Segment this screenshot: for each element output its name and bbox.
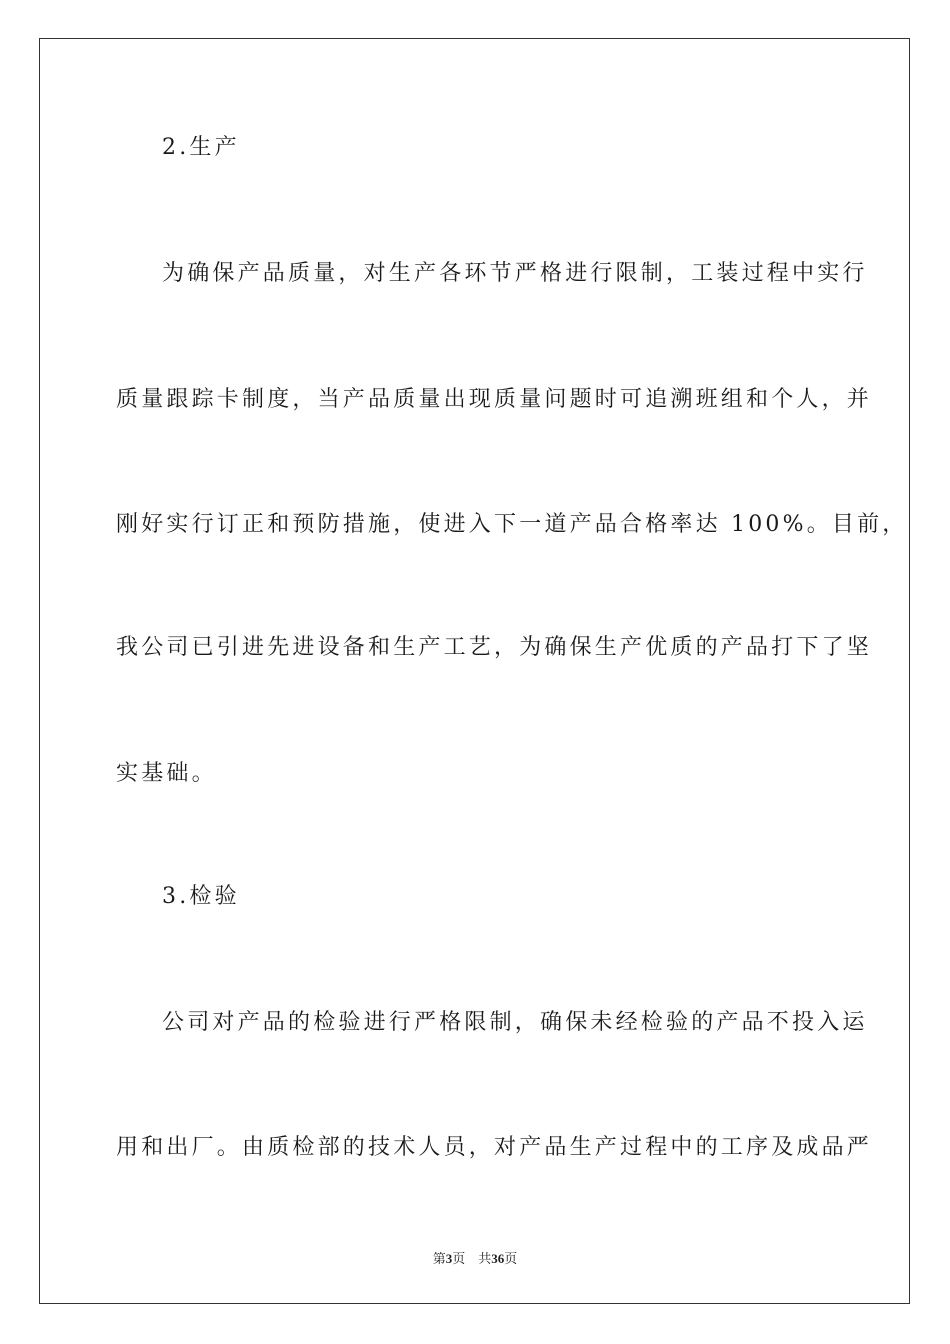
paragraph-line: 公司对产品的检验进行严格限制，确保未经检验的产品不投入运 [162,1010,868,1035]
page-footer [0,1248,950,1267]
paragraph-line: 质量跟踪卡制度，当产品质量出现质量问题时可追溯班组和个人，并 [116,387,873,412]
section-heading-production: 2.生产 [162,135,240,160]
section-heading-inspection: 3.检验 [162,884,240,909]
paragraph-line: 用和出厂。由质检部的技术人员，对产品生产过程中的工序及成品严 [116,1135,873,1160]
paragraph-line: 实基础。 [116,761,217,786]
total-prefix: 共 [478,1251,492,1266]
page-frame [39,38,910,1304]
paragraph-line: 刚好实行订正和预防措施，使进入下一道产品合格率达 100%。目前， [116,512,908,537]
page-number: 3 [445,1251,453,1266]
page-suffix: 页 [452,1251,466,1266]
paragraph-line: 我公司已引进先进设备和生产工艺，为确保生产优质的产品打下了坚 [116,635,873,660]
page-prefix: 第 [432,1251,446,1266]
total-pages: 36 [491,1251,505,1266]
total-suffix: 页 [504,1251,518,1266]
paragraph-line: 为确保产品质量，对生产各环节严格进行限制，工装过程中实行 [162,261,868,286]
